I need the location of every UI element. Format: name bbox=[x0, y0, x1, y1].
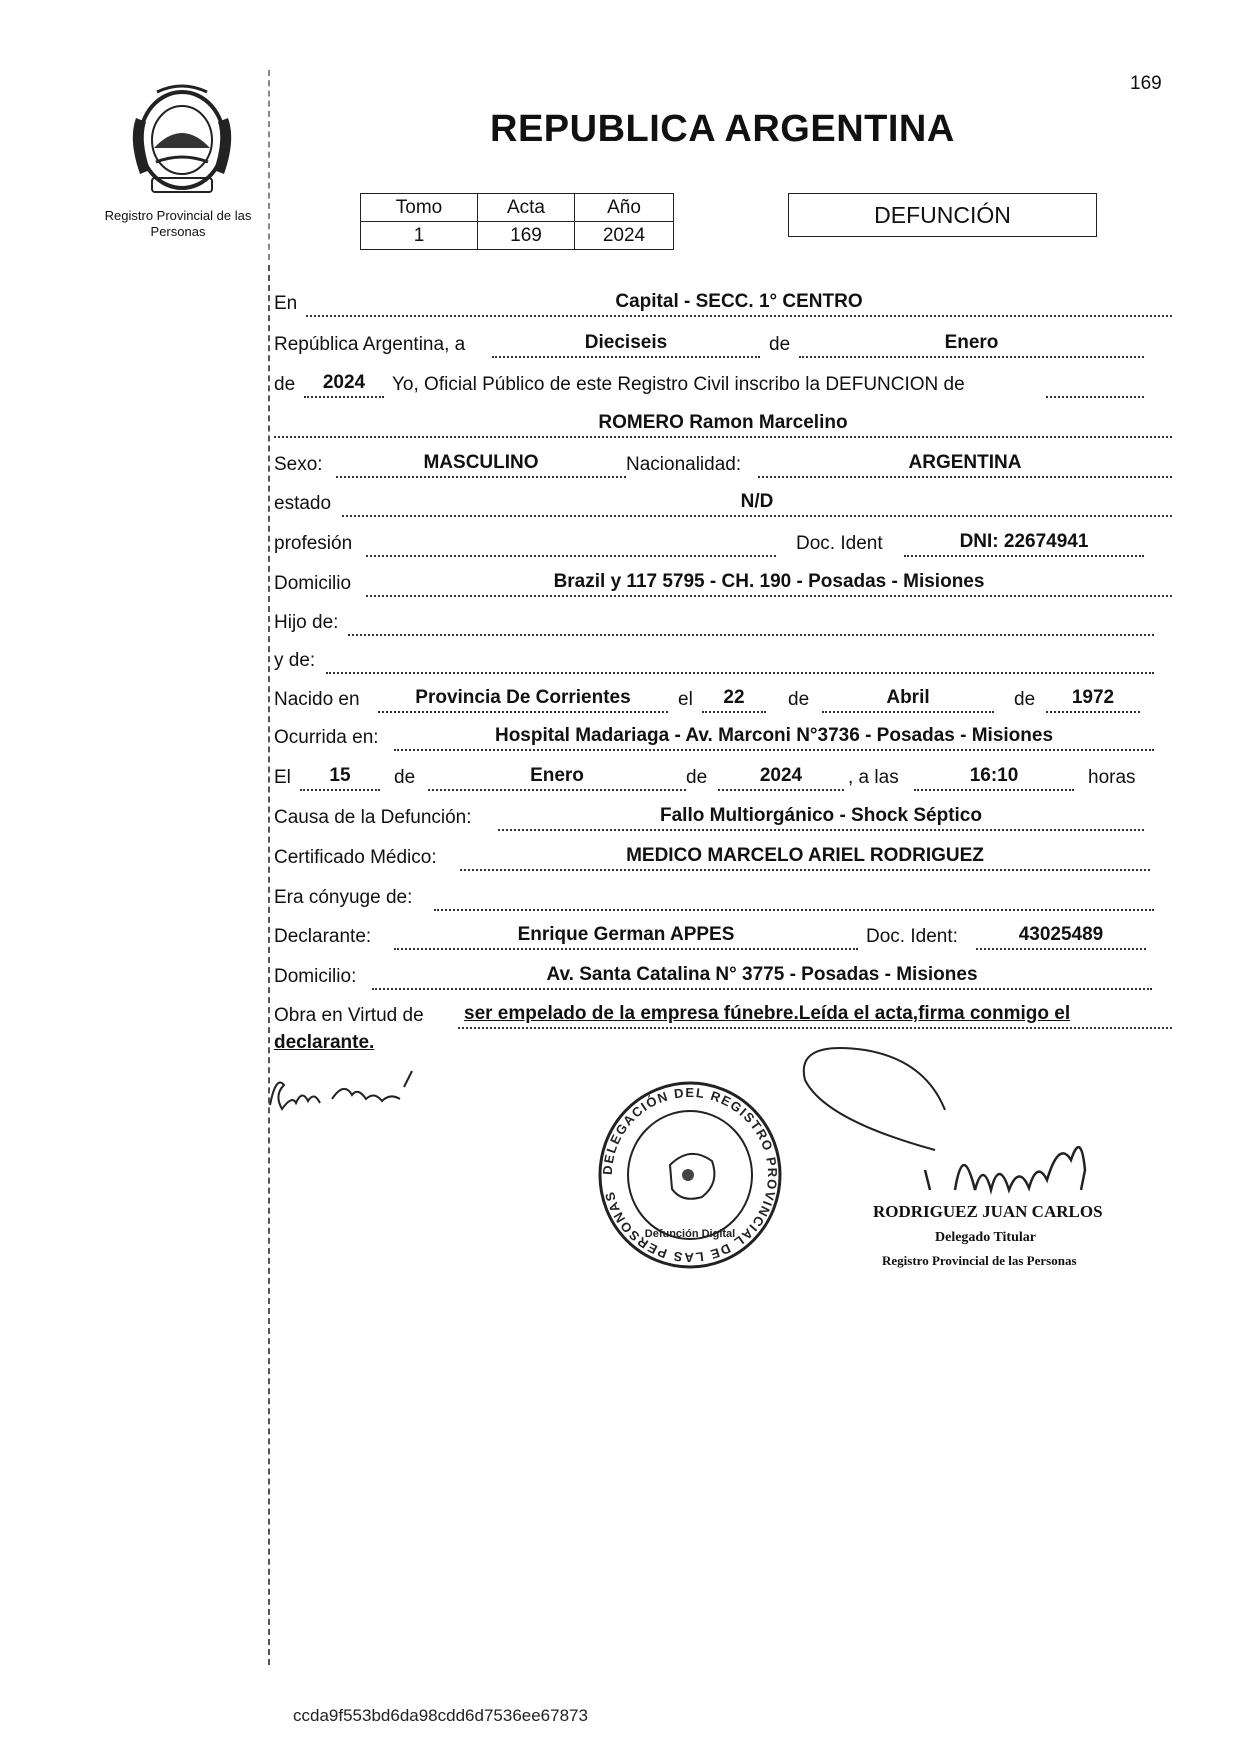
de-anio-nac-label: de bbox=[1014, 689, 1036, 710]
tomo-header: Tomo bbox=[361, 194, 478, 222]
nacionalidad-value: ARGENTINA bbox=[908, 452, 1022, 473]
estado-value: N/D bbox=[740, 491, 774, 512]
acta-header: Acta bbox=[478, 194, 575, 222]
causa-value: Fallo Multiorgánico - Shock Séptico bbox=[660, 805, 982, 826]
a-las-label: , a las bbox=[848, 767, 899, 788]
estado-label: estado bbox=[274, 493, 332, 514]
profesion-label: profesión bbox=[274, 533, 353, 554]
row-declarante bbox=[274, 922, 1154, 952]
official-role: Delegado Titular bbox=[935, 1230, 1036, 1245]
declarante-doc-value: 43025489 bbox=[1018, 924, 1104, 945]
anio-header: Año bbox=[575, 194, 674, 222]
en-value: Capital - SECC. 1° CENTRO bbox=[615, 291, 863, 312]
acta-value-row bbox=[361, 222, 674, 250]
hora-value: 16:10 bbox=[969, 765, 1019, 786]
doc-ident2-label: Doc. Ident: bbox=[866, 926, 958, 947]
row-y-de bbox=[274, 646, 1154, 676]
page-title: REPUBLICA ARGENTINA bbox=[490, 108, 955, 150]
registro-label: Registro Provincial de las Personas bbox=[104, 208, 252, 239]
hijo-de-field-line bbox=[348, 608, 1154, 636]
domicilio-label: Domicilio bbox=[274, 573, 352, 594]
de-def-anio-label: de bbox=[686, 767, 708, 788]
conyuge-field-line bbox=[434, 883, 1154, 911]
declarante-value: Enrique German APPES bbox=[517, 924, 735, 945]
row-profesion bbox=[274, 529, 1154, 559]
margin-divider bbox=[268, 265, 270, 1665]
row-anio bbox=[274, 370, 1154, 400]
y-de-label: y de: bbox=[274, 650, 316, 671]
yo-text: Yo, Oficial Público de este Registro Civil inscribo la DEFUNCION de bbox=[392, 374, 965, 395]
nac-anio-value: 1972 bbox=[1071, 687, 1115, 708]
official-name: RODRIGUEZ JUAN CARLOS bbox=[873, 1202, 1103, 1221]
row-fecha-defuncion bbox=[274, 763, 1154, 793]
conyuge-label: Era cónyuge de: bbox=[274, 887, 413, 908]
sexo-value: MASCULINO bbox=[423, 452, 539, 473]
official-seal-icon bbox=[590, 1075, 790, 1275]
row-certificado bbox=[274, 843, 1154, 873]
nombre-value: ROMERO Ramon Marcelino bbox=[598, 412, 848, 433]
domicilio2-label: Domicilio: bbox=[274, 966, 357, 987]
declarante-signature-icon bbox=[262, 1065, 442, 1125]
obra-label: Obra en Virtud de bbox=[274, 1005, 424, 1026]
yo-field-line bbox=[1046, 370, 1144, 398]
de-mes-label: de bbox=[788, 689, 810, 710]
provincial-emblem-icon bbox=[122, 78, 242, 198]
row-domicilio-declarante bbox=[274, 962, 1154, 992]
row-ocurrida bbox=[274, 723, 1154, 753]
document-type-box bbox=[788, 193, 1097, 237]
def-anio-value: 2024 bbox=[759, 765, 803, 786]
hijo-de-label: Hijo de: bbox=[274, 612, 339, 633]
acta-header-row bbox=[361, 194, 674, 222]
row-estado bbox=[274, 489, 1174, 519]
row-causa bbox=[274, 803, 1154, 833]
row-domicilio bbox=[274, 569, 1174, 599]
margin-divider-top bbox=[268, 70, 270, 260]
row-conyuge bbox=[274, 883, 1154, 913]
row-obra-2 bbox=[274, 1030, 474, 1060]
certificado-label: Certificado Médico: bbox=[274, 847, 437, 868]
row-sexo bbox=[274, 450, 1174, 480]
domicilio-value: Brazil y 117 5795 - CH. 190 - Posadas - Misiones bbox=[553, 571, 985, 592]
obra-value-line2: declarante. bbox=[274, 1032, 375, 1053]
row-republica bbox=[274, 330, 1154, 360]
ocurrida-value: Hospital Madariaga - Av. Marconi N°3736 - Posadas - Misiones bbox=[494, 725, 1054, 746]
certificado-value: MEDICO MARCELO ARIEL RODRIGUEZ bbox=[626, 845, 984, 866]
doc-ident-label: Doc. Ident bbox=[796, 533, 883, 554]
document-hash: ccda9f553bd6da98cdd6d7536ee67873 bbox=[293, 1706, 588, 1725]
mes-value: Enero bbox=[944, 332, 999, 353]
row-hijo-de bbox=[274, 608, 1154, 638]
official-org: Registro Provincial de las Personas bbox=[882, 1253, 1077, 1268]
document-type: DEFUNCIÓN bbox=[874, 201, 1011, 228]
profesion-field-line bbox=[366, 529, 776, 557]
republica-label: República Argentina, a bbox=[274, 334, 466, 355]
row-en bbox=[274, 289, 1174, 319]
acta-table bbox=[360, 193, 674, 250]
domicilio2-value: Av. Santa Catalina N° 3775 - Posadas - Misiones bbox=[546, 964, 978, 985]
row-nacido bbox=[274, 685, 1154, 715]
seal-outer-text: DELEGACIÓN DEL REGISTRO PROVINCIAL DE LAS PERSONAS bbox=[599, 1084, 781, 1266]
dia-value: Dieciseis bbox=[584, 332, 668, 353]
row-nombre bbox=[274, 410, 1174, 440]
declarante-label: Declarante: bbox=[274, 926, 372, 947]
y-de-field-line bbox=[326, 646, 1154, 674]
el-fecha-label: El bbox=[274, 767, 291, 788]
de-label: de bbox=[769, 334, 791, 355]
de-anio-label: de bbox=[274, 374, 296, 395]
def-dia-value: 15 bbox=[329, 765, 351, 786]
nac-mes-value: Abril bbox=[886, 687, 930, 708]
nacido-en-label: Nacido en bbox=[274, 689, 360, 710]
acta-value: 169 bbox=[478, 222, 575, 250]
obra-value-line1: ser empelado de la empresa fúnebre.Leída el acta,firma conmigo el bbox=[464, 1003, 1071, 1024]
page-number: 169 bbox=[1130, 73, 1162, 94]
nacido-en-value: Provincia De Corrientes bbox=[415, 687, 631, 708]
doc-ident-value: DNI: 22674941 bbox=[959, 531, 1089, 552]
causa-label: Causa de la Defunción: bbox=[274, 807, 472, 828]
nac-dia-value: 22 bbox=[723, 687, 745, 708]
row-obra bbox=[274, 1001, 1174, 1031]
def-mes-value: Enero bbox=[530, 765, 584, 786]
official-signature-icon bbox=[785, 1040, 1125, 1215]
de-def-mes-label: de bbox=[394, 767, 416, 788]
el-label: el bbox=[678, 689, 693, 710]
seal-inner-text: Defunción Digital bbox=[644, 1228, 736, 1240]
anio-value: 2024 bbox=[575, 222, 674, 250]
sexo-label: Sexo: bbox=[274, 454, 323, 475]
anio-inscripcion-value: 2024 bbox=[322, 372, 366, 393]
nacionalidad-label: Nacionalidad: bbox=[626, 454, 742, 475]
horas-label: horas bbox=[1088, 767, 1136, 788]
tomo-value: 1 bbox=[361, 222, 478, 250]
en-label: En bbox=[274, 293, 298, 314]
ocurrida-label: Ocurrida en: bbox=[274, 727, 379, 748]
